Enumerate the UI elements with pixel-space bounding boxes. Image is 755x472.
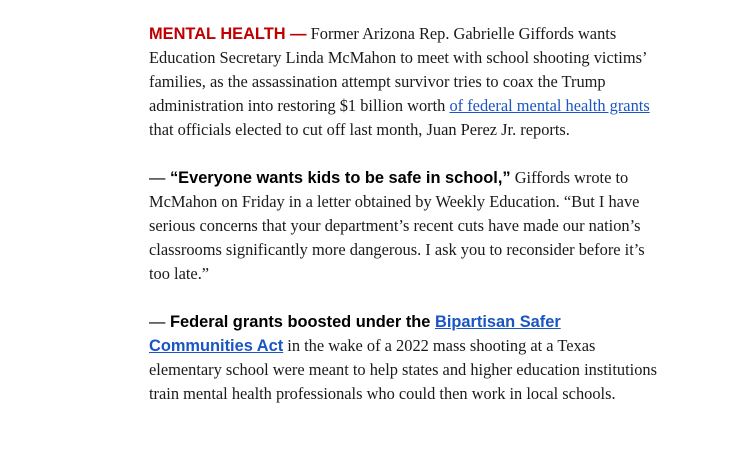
- federal-mental-health-grants-link[interactable]: of federal mental health grants: [449, 96, 650, 115]
- em-dash: —: [149, 313, 170, 331]
- paragraph-federal-grants: [149, 310, 659, 406]
- bipartisan-safer-communities-act-link[interactable]: Bipartisan Safer Communities Act: [149, 313, 561, 355]
- bold-quote: “Everyone wants kids to be safe in school,”: [169, 169, 511, 187]
- paragraph-mental-health: [149, 22, 659, 142]
- section-label: MENTAL HEALTH —: [149, 25, 307, 43]
- em-dash: —: [149, 169, 170, 187]
- article-body: [149, 22, 659, 430]
- paragraph-giffords-quote: [149, 166, 659, 286]
- paragraph-text: that officials elected to cut off last month, Juan Perez Jr. reports.: [149, 120, 570, 139]
- paragraph-text: in the wake of a 2022 mass shooting at a Texas elementary school were meant to help states and higher education institutions train mental health professionals who could then work in local schools.: [149, 336, 657, 403]
- paragraph-text: Former Arizona Rep. Gabrielle Giffords wants Education Secretary Linda McMahon to meet with school shooting victims’ families, as the assassination attempt survivor tries to coax the Trump administration into restoring $1 billion worth: [149, 24, 647, 115]
- bold-lead: Federal grants boosted under the: [169, 313, 435, 331]
- paragraph-text: Giffords wrote to McMahon on Friday in a letter obtained by Weekly Education. “But I have serious concerns that your department’s recent cuts have made our nation’s classrooms significantly more dangerous. I ask you to reconsider before it’s too late.”: [149, 168, 645, 283]
